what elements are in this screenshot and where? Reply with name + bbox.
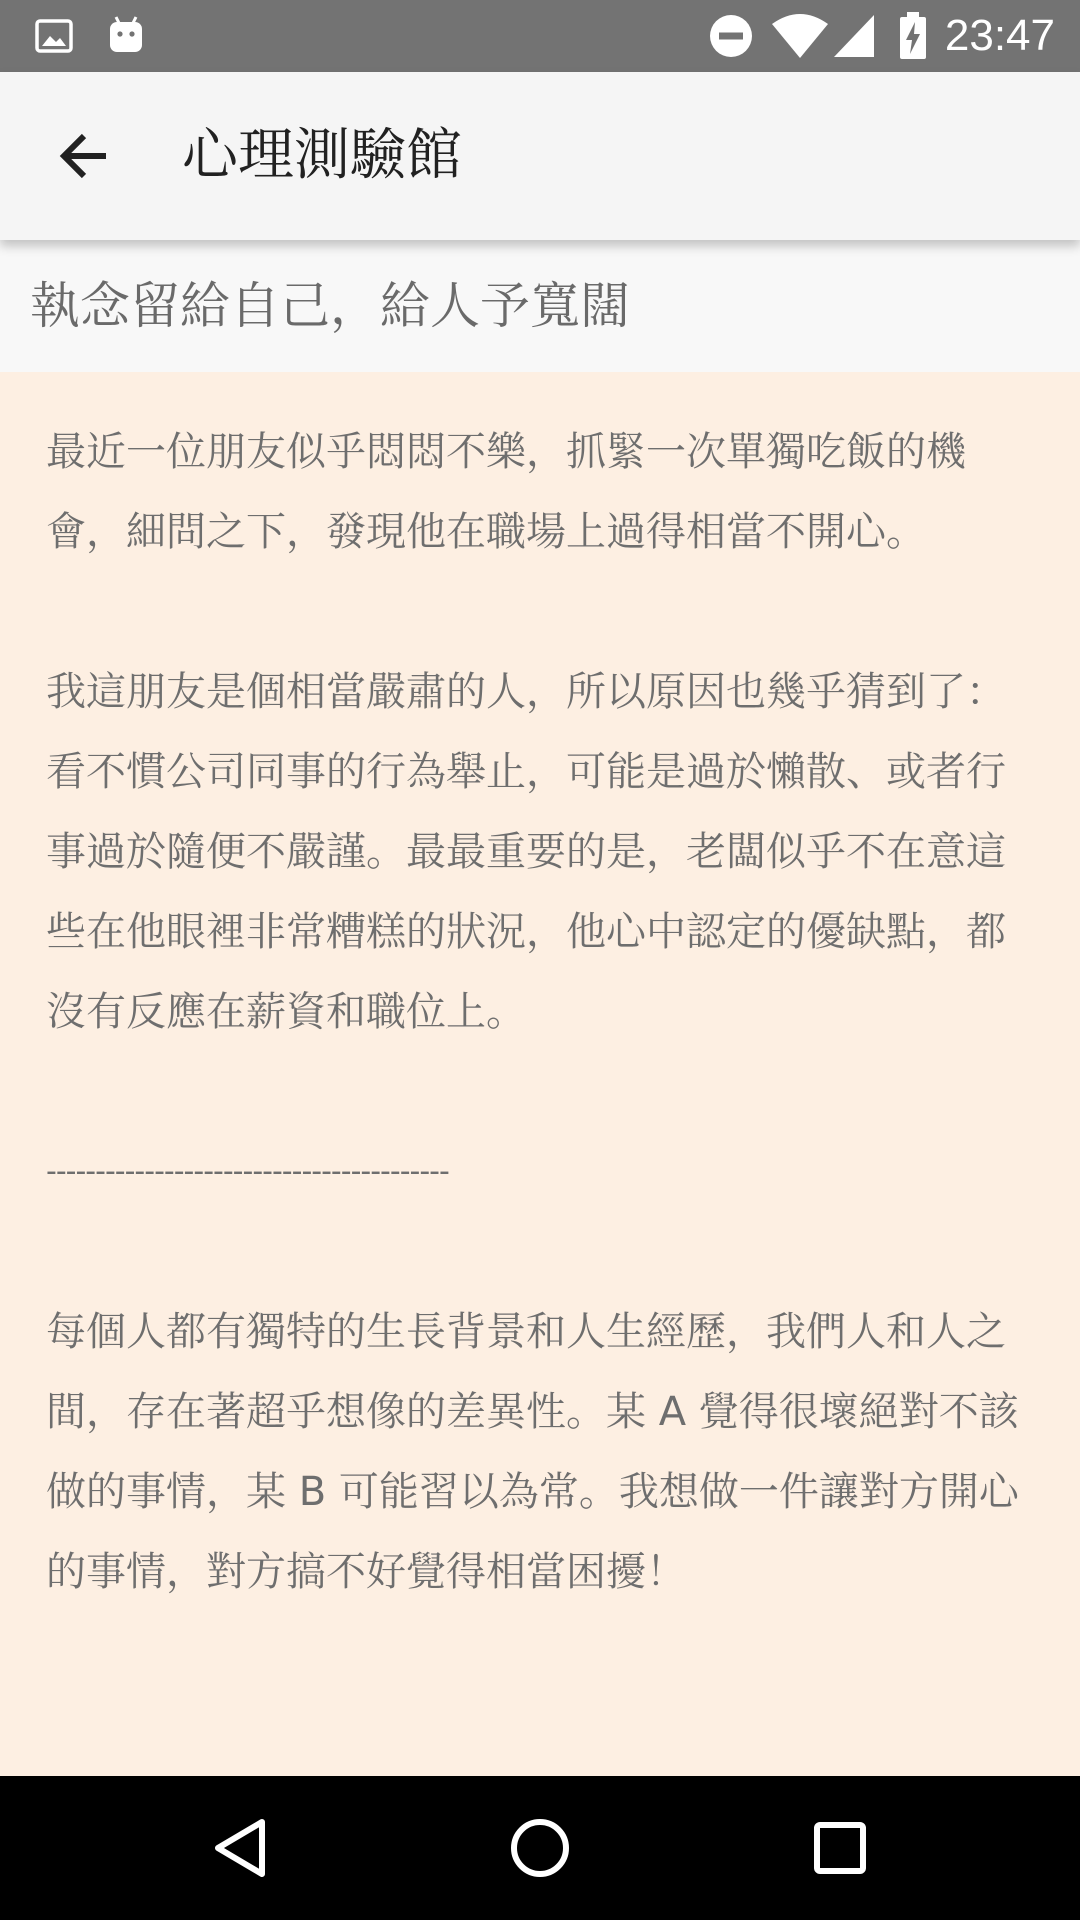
paragraph: 我這朋友是個相當嚴肅的人，所以原因也幾乎猜到了：看不慣公司同事的行為舉止，可能是過於懶散、或者行事過於隨便不嚴謹。最最重要的是，老闆似乎不在意這些在他眼裡非常糟糕的狀況，他心中認定的優缺點，都沒有反應在薪資和職位上。 bbox=[46, 669, 1006, 1035]
page-title: 心理測驗館 bbox=[182, 123, 462, 188]
paragraph-spacer bbox=[46, 1212, 1036, 1292]
status-bar bbox=[0, 0, 1080, 72]
paragraph-spacer bbox=[46, 572, 1036, 652]
divider-text: ----------------------------------------- bbox=[46, 1154, 449, 1189]
article-title: 執念留給自己，給人予寬闊 bbox=[30, 277, 630, 335]
article-header bbox=[0, 240, 1080, 372]
paragraph-spacer bbox=[46, 1052, 1036, 1132]
nav-back-button[interactable] bbox=[160, 1776, 320, 1920]
recents-square-icon bbox=[812, 1820, 868, 1876]
wifi-icon bbox=[770, 0, 830, 72]
navigation-bar bbox=[0, 1776, 1080, 1920]
android-icon bbox=[104, 0, 148, 72]
app-bar bbox=[0, 72, 1080, 240]
image-icon bbox=[34, 0, 74, 72]
article-content[interactable] bbox=[0, 372, 1080, 1776]
signal-icon bbox=[832, 0, 876, 72]
nav-recents-button[interactable] bbox=[760, 1776, 920, 1920]
status-time: 23:47 bbox=[944, 11, 1055, 60]
do-not-disturb-icon bbox=[708, 0, 754, 72]
article-text bbox=[46, 412, 1036, 1612]
arrow-back-icon bbox=[56, 128, 112, 184]
battery-charging-icon bbox=[898, 0, 928, 72]
nav-home-button[interactable] bbox=[460, 1776, 620, 1920]
paragraph: 最近一位朋友似乎悶悶不樂，抓緊一次單獨吃飯的機會，細問之下，發現他在職場上過得相當不開心。 bbox=[46, 429, 966, 555]
home-circle-icon bbox=[508, 1816, 572, 1880]
paragraph: 每個人都有獨特的生長背景和人生經歷，我們人和人之間，存在著超乎想像的差異性。某 A 覺得很壞絕對不該做的事情，某 B 可能習以為常。我想做一件讓對方開心的事情，對方搞不好覺得相當困擾！ bbox=[46, 1309, 1019, 1595]
back-triangle-icon bbox=[210, 1816, 270, 1880]
back-button[interactable] bbox=[40, 112, 128, 200]
